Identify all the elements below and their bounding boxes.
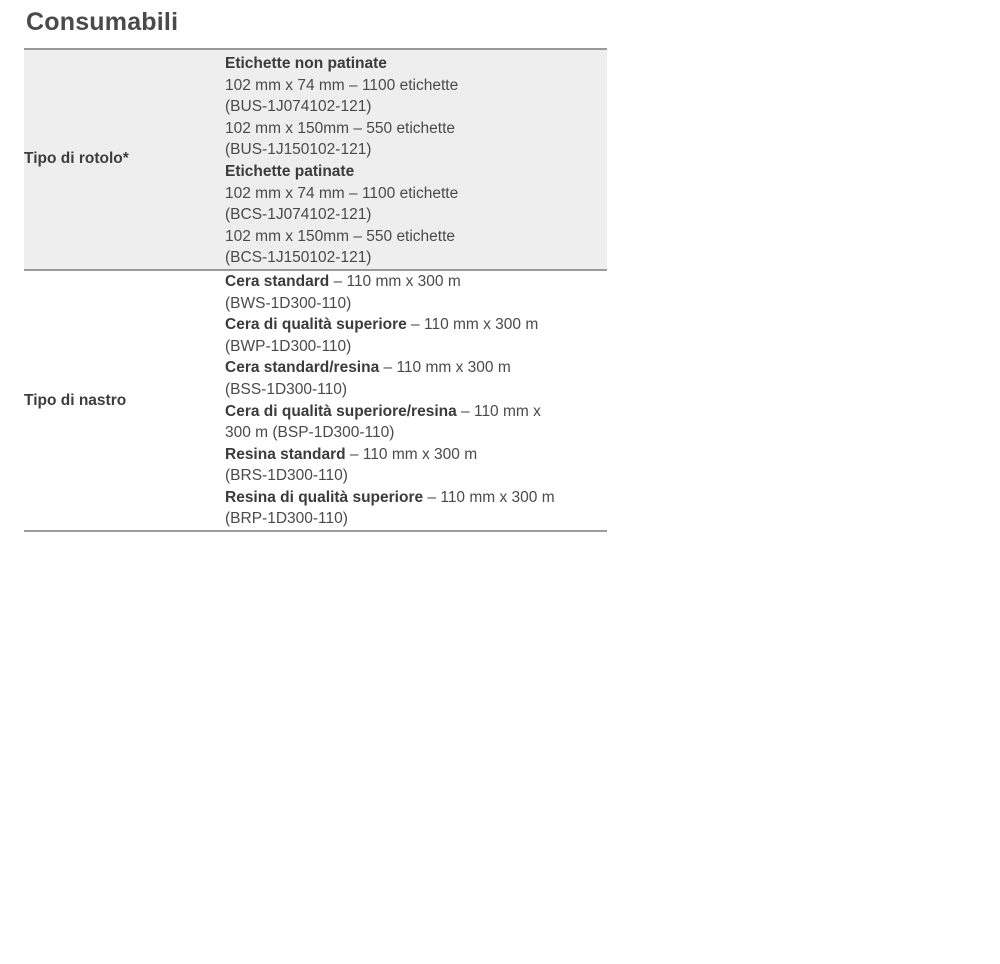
value-text: – 110 mm x 300 m — [406, 316, 539, 334]
value-text: (BWS-1D300-110) — [225, 294, 352, 312]
value-bold: Cera di qualità superiore/resina — [225, 402, 457, 420]
value-text: (BRS-1D300-110) — [225, 467, 348, 485]
value-bold: Cera standard — [225, 272, 330, 290]
value-text: (BUS-1J150102-121) — [225, 141, 372, 159]
value-line — [225, 293, 607, 315]
value-line — [225, 161, 607, 183]
section-title: Consumabili — [26, 8, 179, 36]
value-line — [225, 53, 607, 75]
table-row — [24, 49, 607, 270]
consumables-table — [24, 48, 607, 532]
row-values — [225, 49, 607, 270]
value-text: (BWP-1D300-110) — [225, 337, 352, 355]
value-line — [225, 96, 607, 118]
value-text: – 110 mm x — [456, 402, 541, 420]
value-text: 102 mm x 74 mm – 1100 etichette — [225, 76, 459, 94]
row-label: Tipo di rotolo* — [24, 49, 225, 270]
value-text: (BSS-1D300-110) — [225, 380, 348, 398]
value-bold: Etichette non patinate — [225, 55, 387, 72]
value-text: 300 m (BSP-1D300-110) — [225, 424, 395, 442]
value-line — [225, 204, 607, 226]
value-line — [225, 336, 607, 358]
value-text: (BCS-1J074102-121) — [225, 206, 372, 224]
value-line — [225, 422, 607, 444]
value-line — [225, 314, 607, 336]
value-text: – 110 mm x 300 m — [423, 488, 555, 506]
value-bold: Etichette patinate — [225, 162, 355, 180]
value-text: (BCS-1J150102-121) — [225, 249, 372, 267]
value-text: – 110 mm x 300 m — [379, 359, 511, 377]
value-line — [225, 465, 607, 487]
value-line — [225, 183, 607, 205]
value-line — [225, 444, 607, 466]
value-line — [225, 508, 607, 530]
value-line — [225, 401, 607, 423]
value-line — [225, 226, 607, 248]
value-text: 102 mm x 150mm – 550 etichette — [225, 119, 456, 137]
value-bold: Cera di qualità superiore — [225, 316, 407, 334]
value-text: – 110 mm x 300 m — [329, 272, 461, 290]
row-label: Tipo di nastro — [24, 270, 225, 531]
value-line — [225, 487, 607, 509]
value-text: (BRP-1D300-110) — [225, 510, 348, 528]
value-line — [225, 139, 607, 161]
value-line — [225, 247, 607, 269]
value-line — [225, 379, 607, 401]
value-line — [225, 271, 607, 293]
value-bold: Resina standard — [225, 445, 346, 463]
value-text: (BUS-1J074102-121) — [225, 98, 372, 116]
value-line — [225, 75, 607, 97]
value-bold: Resina di qualità superiore — [225, 488, 424, 506]
value-bold: Cera standard/resina — [225, 359, 380, 377]
value-text: – 110 mm x 300 m — [345, 445, 478, 463]
value-text: 102 mm x 150mm – 550 etichette — [225, 227, 456, 245]
table-row — [24, 270, 607, 531]
value-line — [225, 357, 607, 379]
value-text: 102 mm x 74 mm – 1100 etichette — [225, 184, 459, 202]
row-values — [225, 270, 607, 531]
value-line — [225, 118, 607, 140]
